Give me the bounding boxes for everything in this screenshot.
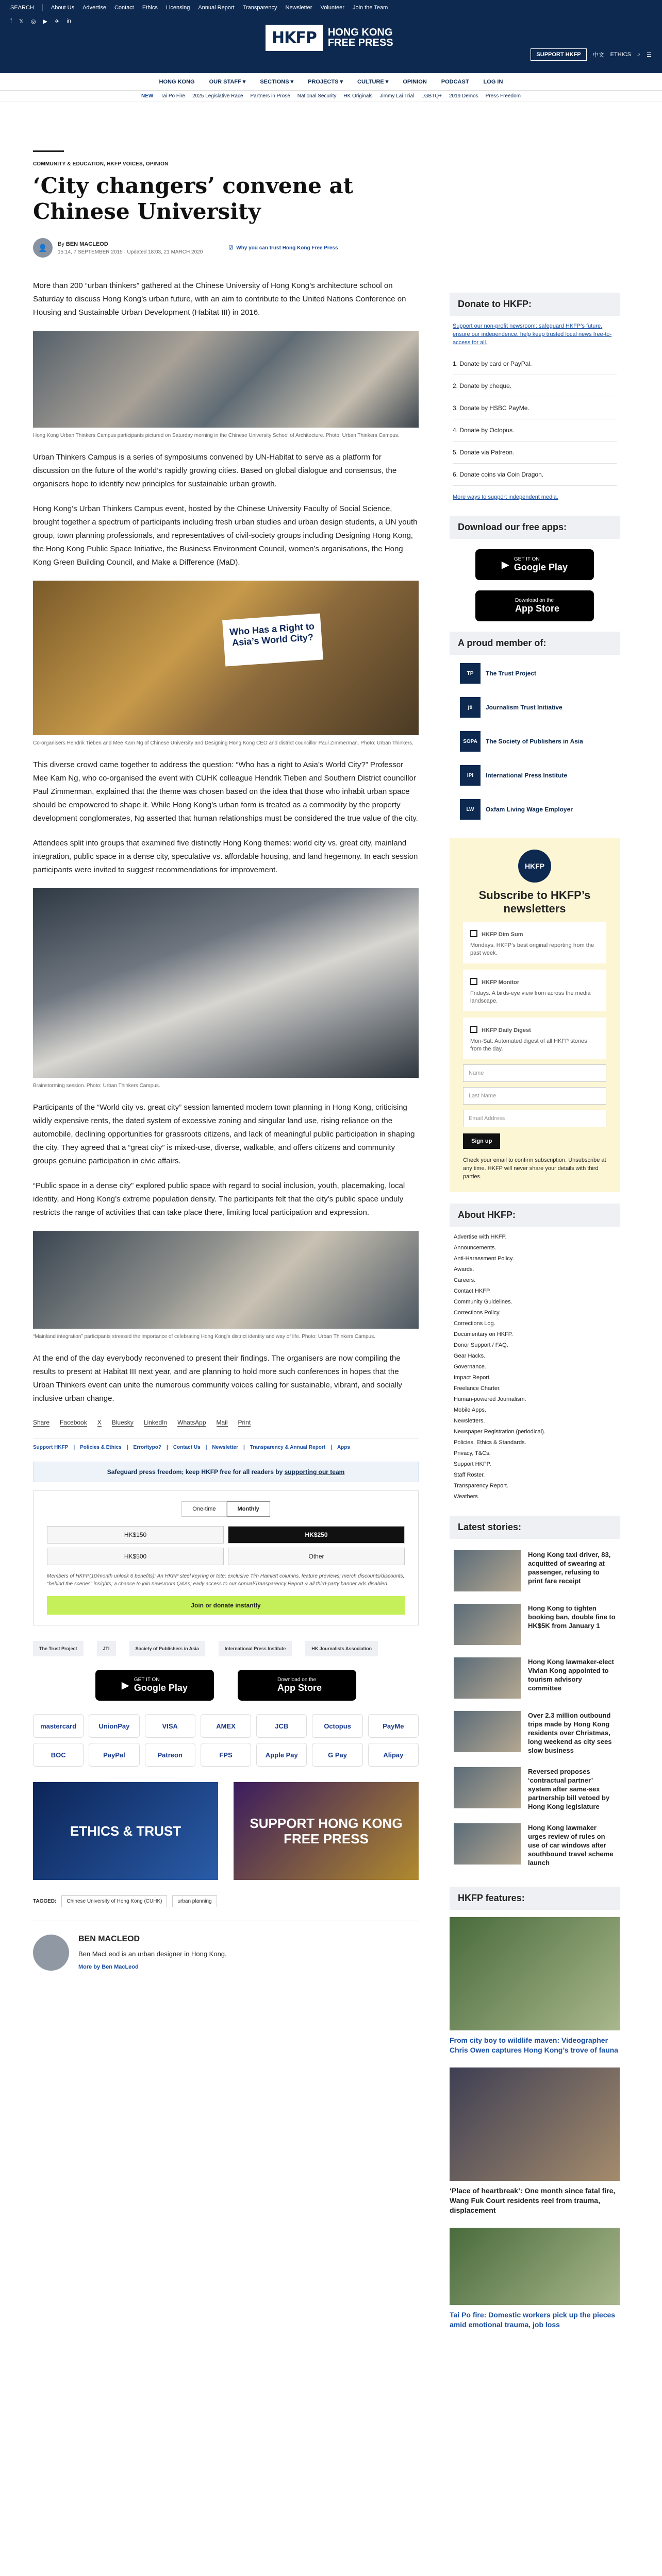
logo-text: HONG KONG FREE PRESS — [327, 27, 393, 48]
play-icon: ▶ — [502, 559, 509, 570]
nav-item[interactable]: OPINION — [403, 78, 427, 85]
about-link[interactable]: Gear Hacks. — [454, 1353, 486, 1359]
divider: | — [126, 1445, 128, 1450]
trending-link[interactable]: Jimmy Lai Trial — [379, 93, 415, 99]
byline — [33, 238, 419, 258]
trust-project-icon: TP — [460, 663, 481, 684]
trending-link[interactable]: 2019 Demos — [449, 93, 478, 99]
topbar-link[interactable]: Advertise — [82, 5, 106, 11]
latest-item[interactable]: Hong Kong taxi driver, 83, acquitted of swearing at passenger, refusing to print fare receipt — [454, 1544, 616, 1598]
checkbox-icon[interactable] — [470, 1026, 477, 1033]
logo-mark: HKFP — [266, 25, 323, 51]
feature-image — [450, 2067, 620, 2181]
monthly-tab[interactable]: Monthly — [227, 1501, 270, 1517]
paragraph: Attendees split into groups that examined five distinctly Hong Kong themes: world city vs. great city, mainland integration, public space in a dense city, speculative vs. affordable housing, and land hegemony. In each session participants were invited to suggest recommendations for improvement. — [33, 839, 418, 874]
story-thumbnail — [454, 1711, 521, 1752]
tag[interactable]: Chinese University of Hong Kong (CUHK) — [61, 1895, 167, 1907]
app-store-badge[interactable]: Download on the App Store — [475, 590, 594, 621]
play-icon: ▶ — [122, 1680, 129, 1690]
about-link[interactable]: Awards. — [454, 1266, 474, 1273]
payment-icon: FPS — [201, 1743, 251, 1767]
header-actions — [531, 48, 652, 61]
app-store-badges — [33, 1670, 419, 1701]
nav-item[interactable]: PROJECTS ▾ — [308, 79, 343, 85]
topbar-link[interactable]: Newsletter — [285, 5, 312, 11]
amount-option[interactable]: HK$150 — [47, 1526, 224, 1544]
footer-link[interactable]: Support HKFP — [33, 1445, 69, 1450]
payment-icon: JCB — [256, 1714, 307, 1738]
member-list — [450, 655, 620, 828]
about-link[interactable]: Corrections Policy. — [454, 1310, 501, 1316]
about-link[interactable]: Privacy, T&Cs. — [454, 1450, 491, 1456]
photo-caption: Co-organisers Hendrik Tieben and Mee Kam Ng of Chinese University and Designing Hong Kong CEO and district councillor Paul Zimmerman. Photo: Urban Thinkers. — [33, 740, 413, 746]
share-bluesky[interactable]: Bluesky — [111, 1419, 134, 1426]
paragraph: “Public space in a dense city” explored public space with regard to social inclusion, youth, placemaking, local identity, and Hong Kong’s extreme population density. The participants felt that the city’s public space unduly restricts the range of activities that can take place there, limiting local participation and expression. — [33, 1181, 405, 1217]
amount-option[interactable]: Other — [228, 1548, 405, 1565]
email-field[interactable]: Email Address — [463, 1110, 606, 1127]
about-link[interactable]: Freelance Charter. — [454, 1385, 501, 1392]
support-team-link[interactable]: supporting our team — [284, 1468, 345, 1476]
share-print[interactable]: Print — [238, 1419, 251, 1426]
trending-link[interactable]: HK Originals — [343, 93, 373, 99]
name-field[interactable]: Name — [463, 1064, 606, 1082]
about-link[interactable]: Policies, Ethics & Standards. — [454, 1439, 526, 1446]
trending-bar — [0, 91, 662, 102]
about-link[interactable]: Contact HKFP. — [454, 1288, 491, 1294]
latest-item[interactable]: Hong Kong lawmaker-elect Vivian Kong appointed to tourism advisory committee — [454, 1651, 616, 1705]
site-logo[interactable] — [266, 23, 393, 53]
newsletter-title: Subscribe to HKFP’s newsletters — [478, 889, 591, 915]
feature-item[interactable]: Tai Po fire: Domestic workers pick up the pieces amid emotional trauma, job loss — [450, 2228, 620, 2330]
payment-icon: PayPal — [89, 1743, 139, 1767]
facebook-icon[interactable]: f — [10, 18, 12, 24]
topbar-link[interactable]: Join the Team — [352, 5, 388, 11]
about-link[interactable]: Weathers. — [454, 1494, 479, 1500]
latest-item[interactable]: Over 2.3 million outbound trips made by Hong Kong residents over Christmas, long weekend as city sees slow business — [454, 1705, 616, 1761]
latest-item[interactable]: Reversed proposes ‘contractual partner’ system after same-sex partnership bill vetoed by Hong Kong legislature — [454, 1761, 616, 1817]
partner-logo[interactable]: HK Journalists Association — [305, 1641, 378, 1656]
article-photo — [33, 1231, 419, 1341]
payment-icon: AMEX — [201, 1714, 251, 1738]
donate-widget-title: Donate to HKFP: — [450, 293, 620, 316]
topbar-link[interactable]: About Us — [51, 5, 75, 11]
search-icon[interactable]: ⌕ — [637, 51, 641, 58]
paragraph: More than 200 “urban thinkers” gathered at the Chinese University of Hong Kong’s architecture school on Saturday to discuss Hong Kong’s urban future, with an aim to contribute to the United Nations Conference on Housing and Sustainable Urban Development (Habitat III) in 2016. — [33, 281, 406, 317]
feature-item[interactable]: From city boy to wildlife maven: Videographer Chris Owen captures Hong Kong’s trove of fauna — [450, 1917, 620, 2055]
features-list — [450, 1910, 620, 2349]
apps-widget — [450, 539, 620, 632]
newsletter-option[interactable]: HKFP Daily Digest Mon-Sat. Automated digest of all HKFP stories from the day. — [463, 1018, 606, 1059]
support-banner[interactable]: SUPPORT HONG KONG FREE PRESS — [234, 1782, 419, 1880]
story-thumbnail — [454, 1550, 521, 1591]
paragraph: Hong Kong’s Urban Thinkers Campus event, hosted by the Chinese University Faculty of Social Science, brought together a spectrum of participants including fresh urban studies and urban design students, a UN youth group, town planning professionals, and representatives of civil-society groups including Designing Hong Kong, the Hong Kong Public Space Initiative, the Business Environment Council, women’s organisations, the Hong Kong Green Building Council, and Make a Difference (MaD). — [33, 504, 418, 567]
author-link[interactable]: BEN MACLEOD — [65, 241, 108, 247]
divider: | — [167, 1445, 168, 1450]
paragraph: This diverse crowd came together to address the question: “Who has a right to Asia’s World City?” Professor Mee Kam Ng, who co-organised the event with CUHK colleague Hendrik Tieben and Southern District councillor Paul Zimmerman, explained that the theme was chosen based on the idea that those who inhabit urban space should be empowered to shape it. While Hong Kong’s urban form is treated as a commodity by the property development conglomerates, Ng asserted that human relationships must be considered the true value of the city. — [33, 760, 418, 823]
author-name[interactable]: BEN MACLEOD — [78, 1935, 140, 1943]
author-box — [33, 1921, 419, 1971]
trending-link[interactable]: Partners in Prose — [250, 93, 290, 99]
donate-option[interactable]: 2. Donate by cheque. — [453, 375, 617, 397]
donate-option[interactable]: 1. Donate by card or PayPal. — [453, 353, 617, 375]
trending-link[interactable]: Press Freedom — [485, 93, 521, 99]
x-icon[interactable]: 𝕏 — [19, 19, 24, 25]
amount-option[interactable]: HK$250 — [228, 1526, 405, 1544]
nav-item[interactable]: LOG IN — [483, 78, 503, 85]
payment-icon: G Pay — [312, 1743, 362, 1767]
about-link[interactable]: Support HKFP. — [454, 1461, 491, 1467]
latest-item[interactable]: Hong Kong to tighten booking ban, double fine to HK$5K from January 1 — [454, 1598, 616, 1651]
about-link[interactable]: Staff Roster. — [454, 1472, 485, 1478]
footer-link[interactable]: Transparency & Annual Report — [250, 1445, 326, 1450]
footer-link[interactable]: Contact Us — [173, 1445, 201, 1450]
author-avatar[interactable] — [33, 1935, 69, 1971]
topbar-link[interactable]: Contact — [114, 5, 134, 11]
ethics-banner[interactable]: ETHICS & TRUST — [33, 1782, 218, 1880]
nav-item[interactable]: CULTURE ▾ — [357, 79, 389, 85]
divider — [33, 150, 64, 152]
newsletter-option[interactable]: HKFP Dim Sum Mondays. HKFP’s best original reporting from the past week. — [463, 922, 606, 963]
nav-item[interactable]: OUR STAFF ▾ — [209, 79, 246, 85]
paragraph: Participants of the “World city vs. great city” session lamented modern town planning in Hong Kong, criticising wildly expensive rents, the dated system of excessive zoning and singular land use, rising reliance on the automobile, declining opportunities for grassroots citizens, and lack of meaningful public participation in shaping the city. They agreed that a “great city” is mixed-use, diverse, walkable, and offers citizens and community groups genuine participation in civic affairs. — [33, 1103, 415, 1165]
photo-caption: “Mainland integration” participants stressed the importance of celebrating Hong Kong’s district identity and way of life. Photo: Urban Thinkers Campus. — [33, 1334, 375, 1340]
feature-item[interactable]: ‘Place of heartbreak’: One month since fatal fire, Wang Fuk Court residents reel from trauma, displacement — [450, 2067, 620, 2215]
article-date: 15:14, 7 SEPTEMBER 2015 · Updated 18:03, 21 MARCH 2020 — [58, 249, 203, 255]
author-bio: Ben MacLeod is an urban designer in Hong Kong. — [78, 1950, 227, 1958]
linkedin-icon[interactable]: in — [67, 18, 71, 24]
about-link[interactable]: Documentary on HKFP. — [454, 1331, 513, 1337]
about-link[interactable]: Human-powered Journalism. — [454, 1396, 526, 1402]
donate-option[interactable]: 5. Donate via Patreon. — [453, 442, 617, 464]
search-link[interactable]: SEARCH — [10, 5, 34, 11]
nav-item[interactable]: HONG KONG — [159, 78, 195, 85]
article-photo — [33, 581, 419, 747]
footer-link[interactable]: Policies & Ethics — [80, 1445, 122, 1450]
google-play-badge[interactable]: ▶ GET IT ON Google Play — [475, 549, 594, 580]
tags — [33, 1895, 419, 1907]
member-logo[interactable]: jti Journalism Trust Initiative — [460, 696, 609, 719]
ethics-link[interactable]: ETHICS — [610, 52, 631, 58]
about-link[interactable]: Impact Report. — [454, 1375, 491, 1381]
article-title: ‘City changers’ convene at Chinese University — [33, 173, 354, 224]
about-link[interactable]: Anti-Harassment Policy. — [454, 1256, 514, 1262]
support-button[interactable]: SUPPORT HKFP — [531, 48, 586, 61]
trending-link[interactable]: LGBTQ+ — [421, 93, 442, 99]
payment-icon: UnionPay — [89, 1714, 139, 1738]
share-label: Share — [33, 1419, 50, 1426]
topbar-link[interactable]: Annual Report — [198, 5, 235, 11]
share-bar — [33, 1419, 419, 1427]
site-header — [0, 15, 662, 73]
checkbox-icon[interactable] — [470, 930, 477, 937]
topbar-link[interactable]: Ethics — [142, 5, 158, 11]
donate-widget — [450, 316, 620, 507]
one-time-tab[interactable]: One-time — [181, 1501, 226, 1517]
about-link[interactable]: Governance. — [454, 1364, 486, 1370]
latest-list — [450, 1539, 620, 1878]
latest-item[interactable]: Hong Kong lawmaker urges review of rules on use of car windows after southbound travel scheme launch — [454, 1817, 616, 1873]
payment-icon: BOC — [33, 1743, 84, 1767]
last-name-field[interactable]: Last Name — [463, 1087, 606, 1105]
donate-banner: Safeguard press freedom; keep HKFP free for all readers by supporting our team — [33, 1462, 419, 1482]
checkbox-icon[interactable] — [470, 978, 477, 985]
apps-widget-title: Download our free apps: — [450, 516, 620, 539]
divider — [42, 4, 43, 11]
newsletter-option[interactable]: HKFP Monitor Fridays. A birds-eye view from across the media landscape. — [463, 970, 606, 1011]
topbar-link[interactable]: Volunteer — [320, 5, 344, 11]
about-list — [450, 1227, 620, 1507]
nav-item[interactable]: SECTIONS ▾ — [260, 79, 294, 85]
article-photo — [33, 888, 419, 1090]
article — [33, 102, 419, 1971]
divider: | — [205, 1445, 207, 1450]
story-thumbnail — [454, 1823, 521, 1865]
google-play-badge[interactable]: ▶ GET IT ON Google Play — [95, 1670, 214, 1701]
payment-icon: Octopus — [312, 1714, 362, 1738]
member-logo[interactable]: IPI International Press Institute — [460, 764, 609, 787]
trust-link[interactable]: ☑ Why you can trust Hong Kong Free Press — [228, 245, 338, 251]
sidebar — [450, 102, 620, 2349]
youtube-icon[interactable]: ▶ — [43, 19, 48, 25]
about-link[interactable]: Careers. — [454, 1277, 476, 1283]
donate-option[interactable]: 4. Donate by Octopus. — [453, 419, 617, 442]
feature-image — [450, 2228, 620, 2305]
divider: | — [73, 1445, 75, 1450]
app-store-badge[interactable]: Download on the App Store — [238, 1670, 356, 1701]
donate-option[interactable]: 3. Donate by HSBC PayMe. — [453, 397, 617, 419]
newsletter-widget — [450, 838, 620, 1192]
sopa-icon: SOPA — [460, 731, 481, 752]
latest-widget-title: Latest stories: — [450, 1516, 620, 1539]
more-by-author-link[interactable]: More by Ben MacLeod — [78, 1964, 139, 1970]
instagram-icon[interactable]: ◎ — [30, 19, 36, 25]
amount-options — [47, 1526, 405, 1565]
photo-image — [33, 581, 419, 735]
topbar-link[interactable]: Transparency — [242, 5, 277, 11]
trending-link[interactable]: Tai Po Fire — [160, 93, 186, 99]
payment-icon: Alipay — [368, 1743, 419, 1767]
about-link[interactable]: Newspaper Registration (periodical). — [454, 1429, 545, 1435]
donate-text-link[interactable]: Support our non-profit newsroom: safeguard HKFP’s future, ensure our independence, help keep trusted local news free-to-access for all. — [453, 323, 612, 346]
signup-button[interactable]: Sign up — [463, 1133, 500, 1149]
amount-option[interactable]: HK$500 — [47, 1548, 224, 1565]
topbar-link[interactable]: Licensing — [166, 5, 190, 11]
features-widget-title: HKFP features: — [450, 1887, 620, 1910]
about-link[interactable]: Mobile Apps. — [454, 1407, 486, 1413]
paragraph: Urban Thinkers Campus is a series of symposiums convened by UN-Habitat to serve as a platform for discussion on the future of the world’s rapidly growing cities. Based on global dialogue and consensus, the organisers hope to identify new principles for sustainable urban growth. — [33, 453, 397, 488]
story-thumbnail — [454, 1767, 521, 1808]
by-label: By — [58, 241, 64, 247]
photo-image — [33, 1231, 419, 1329]
chinese-link[interactable]: 中文 — [592, 52, 604, 58]
donate-box — [33, 1490, 419, 1625]
payment-icon: mastercard — [33, 1714, 84, 1738]
footer-link[interactable]: Error/typo? — [133, 1445, 161, 1450]
footer-link[interactable]: Newsletter — [212, 1445, 238, 1450]
about-widget-title: About HKFP: — [450, 1204, 620, 1227]
ipi-icon: IPI — [460, 765, 481, 786]
event-sign: Who Has a Right to Asia’s World City? — [222, 613, 323, 666]
payment-icon: Apple Pay — [256, 1743, 307, 1767]
article-footer-links — [33, 1438, 419, 1450]
about-link[interactable]: Newsletters. — [454, 1418, 485, 1424]
article-category[interactable]: COMMUNITY & EDUCATION, HKFP VOICES, OPINION — [33, 161, 169, 167]
about-link[interactable]: Donor Support / FAQ. — [454, 1342, 508, 1348]
member-logo[interactable]: LW Oxfam Living Wage Employer — [460, 798, 609, 821]
feature-image — [450, 1917, 620, 2030]
payment-icon: Patreon — [145, 1743, 195, 1767]
payment-icon: VISA — [145, 1714, 195, 1738]
share-whatsapp[interactable]: WhatsApp — [177, 1419, 206, 1426]
footer-link[interactable]: Apps — [337, 1445, 350, 1450]
story-thumbnail — [454, 1657, 521, 1699]
partner-logo[interactable]: International Press Institute — [219, 1641, 292, 1656]
share-x[interactable]: X — [97, 1419, 102, 1426]
partner-logo[interactable]: Society of Publishers in Asia — [129, 1641, 205, 1656]
partner-logo[interactable]: JTI — [97, 1641, 116, 1656]
share-facebook[interactable]: Facebook — [60, 1419, 87, 1426]
new-label: NEW — [141, 93, 154, 99]
jti-icon: jti — [460, 697, 481, 718]
partner-logo[interactable]: The Trust Project — [33, 1641, 84, 1656]
trending-link[interactable]: National Security — [297, 93, 337, 99]
about-link[interactable]: Transparency Report. — [454, 1483, 508, 1489]
about-link[interactable]: Corrections Log. — [454, 1320, 495, 1327]
telegram-icon[interactable]: ✈ — [55, 19, 60, 25]
donate-list — [453, 353, 617, 486]
share-linkedin[interactable]: LinkedIn — [143, 1419, 168, 1426]
tags-label: TAGGED: — [33, 1899, 57, 1904]
more-ways-link[interactable]: More ways to support independent media. — [453, 494, 558, 500]
divider: | — [330, 1445, 332, 1450]
checkmark-icon: ☑ — [228, 245, 234, 251]
member-widget-title: A proud member of: — [450, 632, 620, 655]
photo-image — [33, 331, 419, 428]
payment-icon: PayMe — [368, 1714, 419, 1738]
photo-image — [33, 888, 419, 1078]
promo-banners — [33, 1782, 419, 1880]
donate-option[interactable]: 6. Donate coins via Coin Dragon. — [453, 464, 617, 486]
hkfp-logo: HKFP — [518, 850, 551, 883]
author-avatar[interactable]: 👤 — [33, 238, 53, 258]
top-bar — [0, 0, 662, 15]
newsletter-note: Check your email to confirm subscription. Unsubscribe at any time. HKFP will never share your details with third parties. — [463, 1157, 606, 1180]
donate-note: Members of HKFP(10/month unlock 6 benefits): An HKFP steel keyring or tote; exclusive Tim Hamlett columns, feature previews; merch discounts/discounts; “behind the scenes” insights; a chance to join newsroom Q&As; early access to our Annual/Transparency Report & all third-party banner ads disabled. — [47, 1573, 405, 1587]
about-link[interactable]: Community Guidelines. — [454, 1299, 512, 1305]
tag[interactable]: urban planning — [172, 1895, 217, 1907]
menu-icon[interactable]: ☰ — [647, 52, 652, 58]
story-thumbnail — [454, 1604, 521, 1645]
social-icons — [10, 18, 71, 25]
trending-link[interactable]: 2025 Legislative Race — [192, 93, 243, 99]
paragraph: At the end of the day everybody reconvened to present their findings. The organisers are now compiling the results to present at Habitat III next year, and are planning to hold more such conferences in hopes that the Urban Thinkers event can unite the numerous community voices calling for sustainable, vibrant, and socially inclusive urban change. — [33, 1354, 402, 1403]
share-mail[interactable]: Mail — [216, 1419, 228, 1426]
photo-caption: Hong Kong Urban Thinkers Campus participants pictured on Saturday morning in the Chinese University School of Architecture. Photo: Urban Thinkers Campus. — [33, 433, 400, 438]
payment-methods — [33, 1714, 419, 1767]
nav-item[interactable]: PODCAST — [441, 78, 469, 85]
photo-caption: Brainstorming session. Photo: Urban Thinkers Campus. — [33, 1083, 160, 1089]
divider: | — [243, 1445, 245, 1450]
article-photo — [33, 331, 419, 439]
main-nav — [0, 73, 662, 91]
about-link[interactable]: Announcements. — [454, 1245, 496, 1251]
about-link[interactable]: Advertise with HKFP. — [454, 1234, 507, 1240]
oxfam-icon: LW — [460, 799, 481, 820]
member-logo[interactable]: SOPA The Society of Publishers in Asia — [460, 730, 609, 753]
frequency-toggle — [47, 1501, 405, 1517]
member-logo[interactable]: TP The Trust Project — [460, 662, 609, 685]
join-button[interactable]: Join or donate instantly — [47, 1596, 405, 1615]
partner-logos — [33, 1641, 419, 1656]
